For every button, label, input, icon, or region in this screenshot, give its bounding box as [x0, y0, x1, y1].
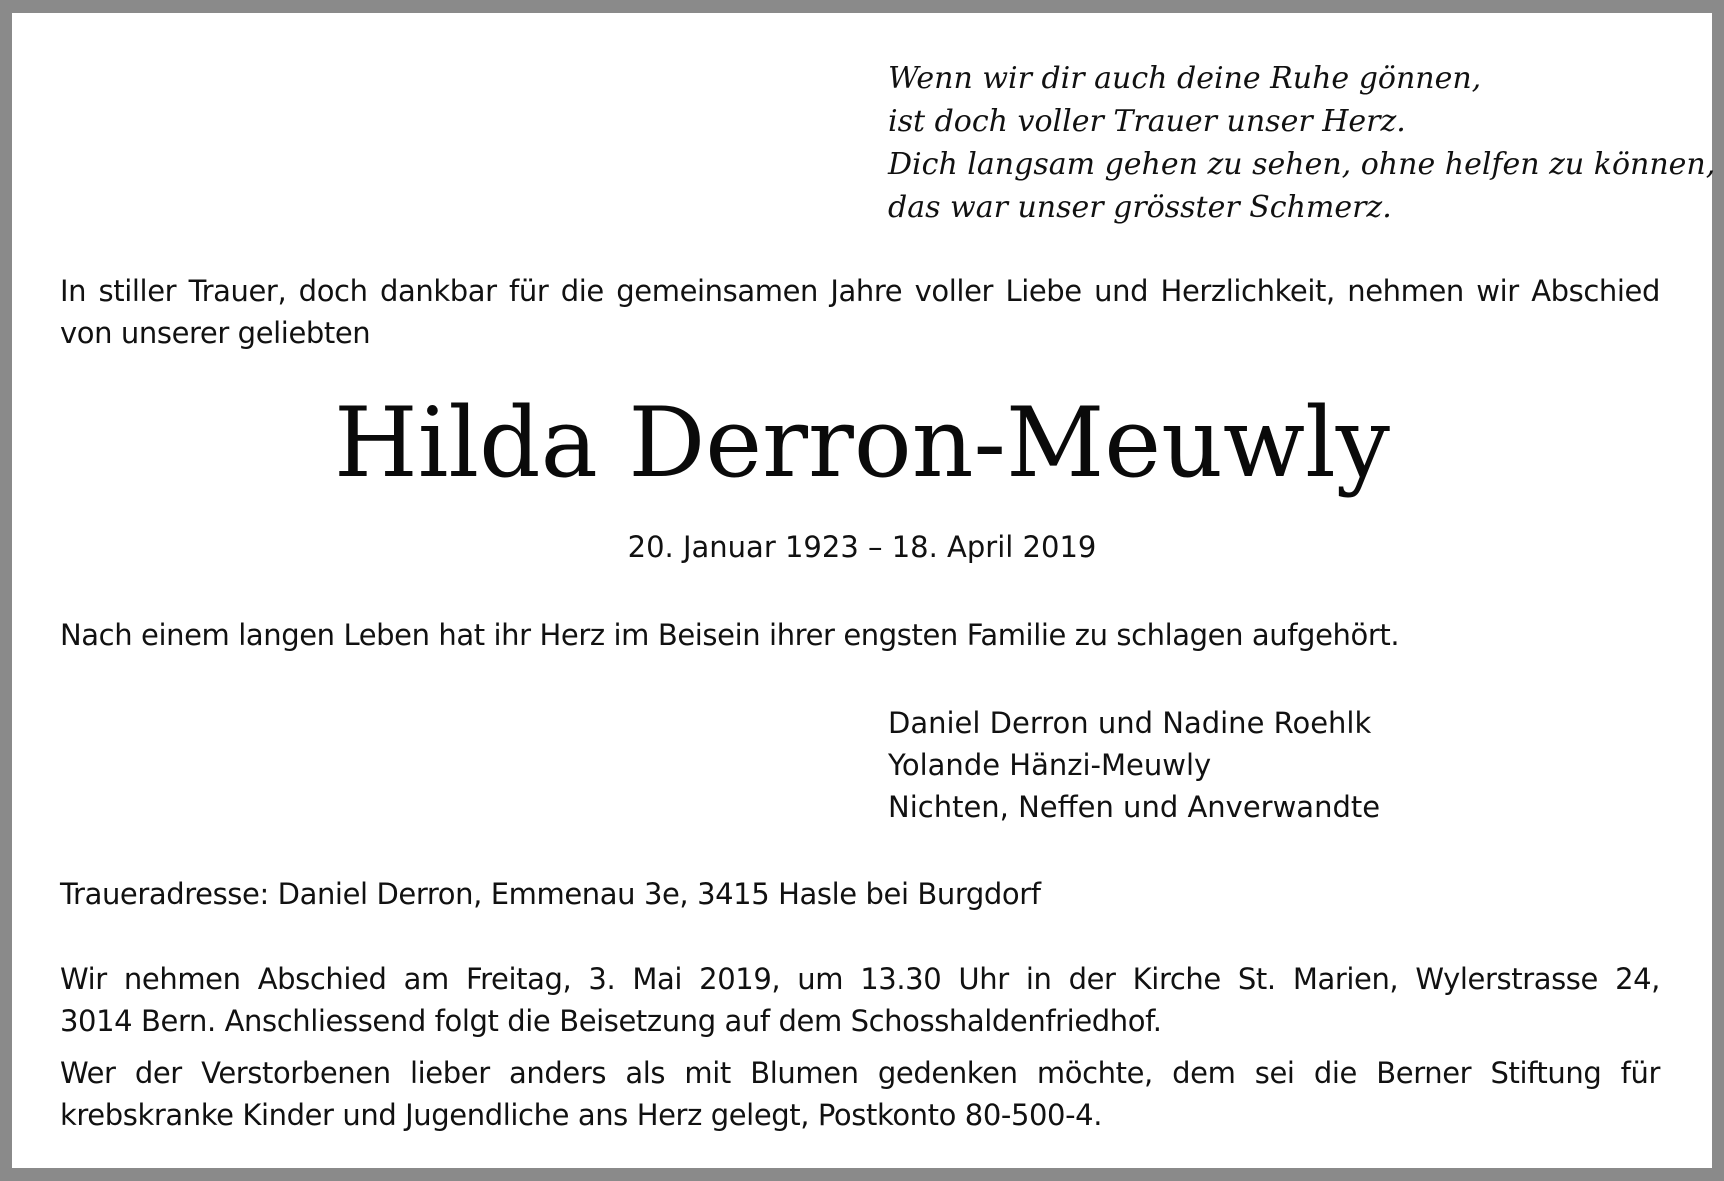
poem-line: Dich langsam gehen zu sehen, ohne helfen zu können,: [888, 147, 1716, 182]
mourner-entry: Yolande Hänzi-Meuwly: [888, 748, 1212, 782]
farewell-line: 3014 Bern. Anschliessend folgt die Beisetzung auf dem Schosshaldenfriedhof.: [60, 1004, 1162, 1038]
mourner-entry: Daniel Derron und Nadine Roehlk: [888, 706, 1372, 740]
poem-line: ist doch voller Trauer unser Herz.: [888, 104, 1406, 139]
farewell-line: Wir nehmen Abschied am Freitag, 3. Mai 2019, um 13.30 Uhr in der Kirche St. Marien, Wylerstrasse 24,: [60, 962, 1660, 996]
mourning-address: Traueradresse: Daniel Derron, Emmenau 3e, 3415 Hasle bei Burgdorf: [60, 877, 1041, 911]
intro-text: [60, 270, 1660, 354]
poem: [888, 57, 1715, 229]
donation-line: Wer der Verstorbenen lieber anders als mit Blumen gedenken möchte, dem sei die Berner Stiftung für: [60, 1056, 1660, 1090]
deceased-name: Hilda Derron-Meuwly: [334, 387, 1390, 499]
passing-text: Nach einem langen Leben hat ihr Herz im Beisein ihrer engsten Familie zu schlagen aufgehört.: [60, 618, 1400, 652]
intro-line: von unserer geliebten: [60, 316, 371, 350]
mourners-list: [888, 702, 1380, 828]
obituary-page: [12, 13, 1716, 1168]
poem-line: das war unser grösster Schmerz.: [888, 190, 1392, 225]
intro-line: In stiller Trauer, doch dankbar für die gemeinsamen Jahre voller Liebe und Herzlichkeit, nehmen wir Abschied: [60, 274, 1660, 308]
donation-text: [60, 1052, 1660, 1136]
farewell-text: [60, 958, 1660, 1042]
donation-line: krebskranke Kinder und Jugendliche ans Herz gelegt, Postkonto 80-500-4.: [60, 1098, 1103, 1132]
life-dates: 20. Januar 1923 – 18. April 2019: [627, 530, 1097, 564]
mourner-entry: Nichten, Neffen und Anverwandte: [888, 790, 1381, 824]
poem-line: Wenn wir dir auch deine Ruhe gönnen,: [888, 61, 1482, 96]
